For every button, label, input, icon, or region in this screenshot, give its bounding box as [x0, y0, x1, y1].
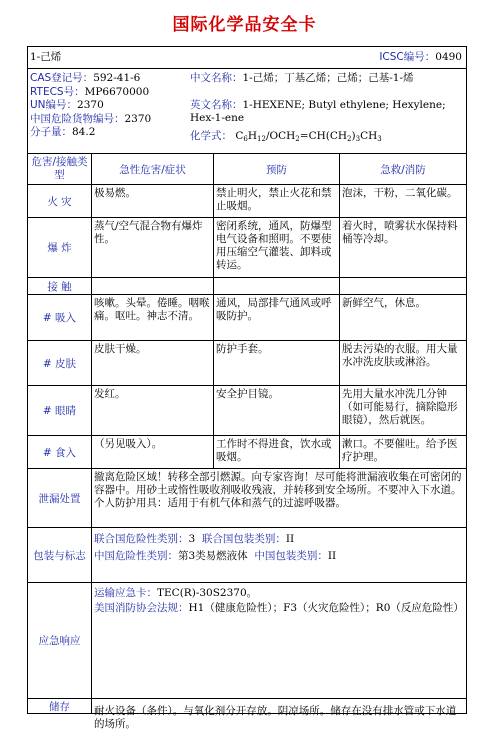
identifiers-row [28, 69, 466, 154]
prevention-cell: 通风，局部排气通风或呼吸防护。 [214, 295, 340, 340]
hazard-cell: 蒸气/空气混合物有爆炸性。 [92, 218, 214, 277]
row-type-ingestion: # 食入 [28, 436, 92, 468]
first-aid-cell: 漱口。不要催吐。给予医疗护理。 [342, 438, 458, 463]
spill-text: 撤离危险区域！转移全部引燃源。向专家咨询！尽可能将泄漏液收集在可密闭的容器中。用砂土或惰性吸收剂吸收残液，并转移到安全场所。不要冲入下水道。个人防护用具：适用于有机气体和蒸气的过滤呼吸器。 [94, 471, 462, 509]
col-header-prevention: 预防 [214, 154, 340, 184]
first-aid-cell: 着火时，喷雾状水保持料桶等冷却。 [342, 220, 458, 245]
storage-text: 耐火设备（条件）。与氧化剂分开存放。阴凉场所。储存在没有排水管或下水道的场所。 [94, 705, 457, 730]
packaging-label: 包装与标志 [28, 528, 92, 582]
rtecs-number: MP6670000 [84, 85, 150, 98]
table-row [28, 185, 466, 218]
emergency-label: 应急响应 [28, 583, 92, 698]
col-header-first-aid: 急救/消防 [380, 163, 426, 176]
row-type-explosion: 爆 炸 [28, 218, 92, 277]
first-aid-cell: 泡沫，干粉，二氧化碳。 [342, 187, 458, 199]
first-aid-cell: 先用大量水冲洗几分钟（如可能易行，摘除隐形眼镜），然后就医。 [342, 388, 458, 426]
chemical-name: 1-己烯 [30, 51, 62, 63]
prevention-cell: 防护手套。 [214, 341, 340, 385]
col-header-hazard: 急性危害/症状 [92, 154, 214, 184]
packaging-text: 联合国危险性类别：3 联合国包装类别：II 中国危险性类别：第3类易燃液体 中国包装类别：II [94, 533, 337, 562]
cn-hazard-number: 2370 [124, 112, 152, 125]
row-type-contact: 接 触 [28, 278, 92, 294]
first-aid-cell [340, 278, 466, 294]
row-type-inhalation: # 吸入 [28, 295, 92, 340]
table-row [28, 278, 466, 295]
table-row [28, 341, 466, 386]
first-aid-cell: 脱去污染的衣服。用大量水冲洗皮肤或淋浴。 [342, 343, 458, 368]
table-row [28, 436, 466, 469]
card-header-row [28, 47, 466, 69]
names-and-formula: 中文名称：1-己烯；丁基乙烯；己烯；己基-1-烯 英文名称：1-HEXENE; Butyl ethylene; Hexylene; Hex-1-ene 化学式： $C_6H_{12}/OCH_2=CH(CH_2)_3CH_3$ [188, 69, 466, 153]
row-type-eyes: # 眼睛 [28, 386, 92, 435]
row-type-fire: 火 灾 [28, 185, 92, 217]
un-number: 2370 [77, 99, 104, 111]
emergency-section [28, 583, 466, 699]
table-row [28, 218, 466, 278]
row-type-skin: # 皮肤 [28, 341, 92, 385]
table-row [28, 386, 466, 436]
cas-number: 592-41-6 [93, 72, 141, 84]
english-name: 1-HEXENE; Butyl ethylene; Hexylene; Hex-1-ene [190, 98, 446, 124]
safety-card-table [27, 46, 467, 730]
prevention-cell: 安全护目镜。 [214, 386, 340, 435]
spill-section [28, 469, 466, 528]
emergency-text: 运输应急卡：TEC(R)-30S2370。 美国消防协会法规：H1（健康危险性）；F3（火灾危险性）；R0（反应危险性） [94, 587, 464, 614]
prevention-cell: 禁止明火，禁止火花和禁止吸烟。 [214, 185, 340, 217]
chinese-name: 1-己烯；丁基乙烯；己烯；己基-1-烯 [242, 72, 414, 84]
hazard-cell: 皮肤干燥。 [92, 341, 214, 385]
hazard-cell: （另见吸入）。 [92, 436, 214, 468]
identifier-list: CAS登记号：592-41-6 RTECS号：MP6670000 UN编号：2370 中国危险货物编号：2370 分子量：84.2 [30, 72, 152, 138]
page-title: 国际化学品安全卡 [172, 15, 317, 35]
hazard-cell: 发红。 [92, 386, 214, 435]
spill-label: 泄漏处置 [28, 469, 92, 527]
molecular-weight: 84.2 [72, 126, 96, 138]
icsc-number: ICSC编号：0490 [379, 51, 462, 63]
storage-label: 储存 [28, 699, 92, 713]
hazard-cell: 咳嗽。头晕。倦睡。咽喉痛。呕吐。神志不清。 [92, 295, 214, 340]
prevention-cell: 密闭系统，通风，防爆型电气设备和照明。不要使用压缩空气灌装、卸料或转运。 [214, 218, 340, 277]
table-row [28, 295, 466, 341]
storage-section [28, 699, 466, 730]
col-header-type: 危害/接触类型 [28, 154, 92, 184]
first-aid-cell: 新鲜空气，休息。 [342, 297, 426, 309]
hazard-cell: 极易燃。 [92, 185, 214, 217]
prevention-cell [214, 278, 340, 294]
chemical-formula: 化学式： $C_6H_{12}/OCH_2=CH(CH_2)_3CH_3$ [190, 129, 382, 143]
hazard-table-header [28, 154, 466, 185]
packaging-section [28, 528, 466, 583]
prevention-cell: 工作时不得进食，饮水或吸烟。 [214, 436, 340, 468]
hazard-cell [92, 278, 214, 294]
